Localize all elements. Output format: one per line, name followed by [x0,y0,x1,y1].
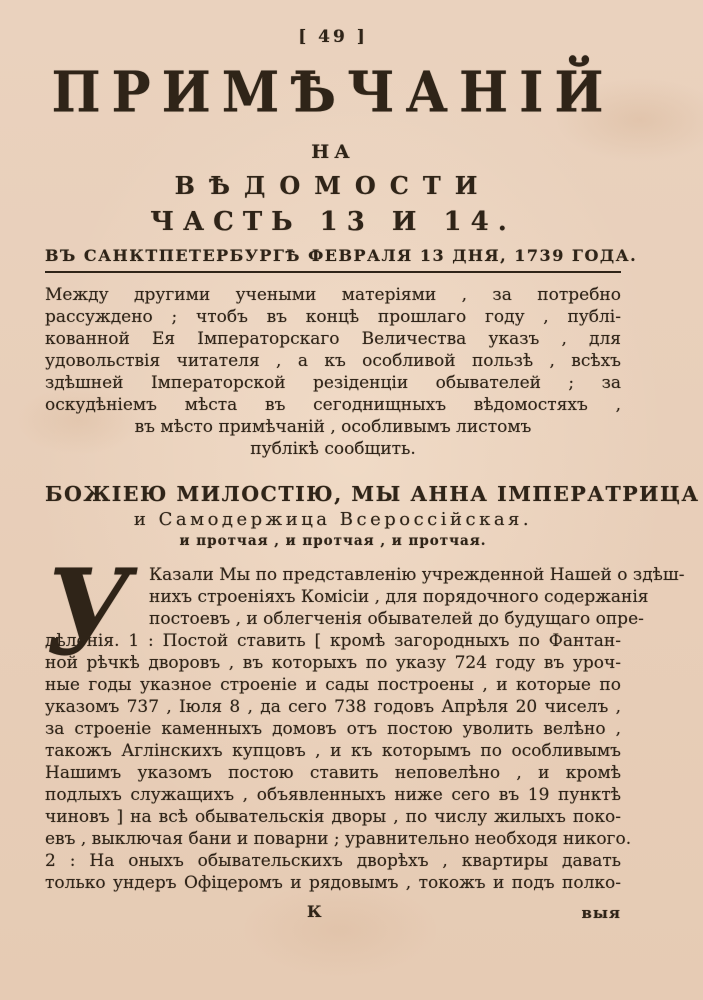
text-line: удовольствія читателя , а къ особливой пользѣ , всѣхъ [45,351,621,371]
text-line: постоевъ , и облегченія обывателей до будущаго опре- [149,609,644,629]
text-line: такожъ Аглінскихъ купцовъ , и къ которымъ по особливымъ [45,741,621,761]
text-line: здѣшней Імператорской резіденціи обывателей ; за [45,373,621,393]
proclamation-line: и Самодержица Всероссійская. [133,509,533,530]
imperial-proclamation [45,481,700,550]
signature-mark: К [307,902,322,921]
title-vedomosti: ВѢДОМОСТИ [174,171,492,200]
drop-cap-letter: У [45,543,132,682]
intro-paragraph [45,284,621,460]
page-number: [ 49 ] [298,27,368,47]
text-line: кованной Ея Імператорскаго Величества указъ , для [45,329,621,349]
title-na: НА [311,141,355,163]
text-line: ной рѣчкѣ дворовъ , въ которыхъ по указу 724 году въ уроч- [45,653,621,673]
text-line: 2 : На оныхъ обывательскихъ дворѣхъ , квартиры давать [45,851,621,871]
proclamation-line: и протчая , и протчая , и протчая. [179,533,487,549]
text-line: публікѣ сообщить. [250,439,416,459]
text-line: Между другими учеными матеріями , за потребно [45,285,621,305]
dateline: ВЪ САНКТПЕТЕРБУРГѢ ФЕВРАЛЯ 13 ДНЯ, 1739 ГОДА. [45,246,621,273]
text-line: нихъ строеніяхъ Комісіи , для порядочного содержанія [149,587,649,607]
text-line: евъ , выключая бани и поварни ; уравнительно необходя никого. [45,829,632,849]
text-line: подлыхъ служащихъ , объявленныхъ ниже сего въ 19 пунктѣ [45,785,621,805]
page-footer [45,902,621,926]
title-part-line: ЧАСТЬ 13 И 14. [150,207,516,237]
text-line: Нашимъ указомъ постою ставить неповелѣно , и кромѣ [45,763,621,783]
text-line: оскудѣніемъ мѣста въ сегоднищныхъ вѣдомостяхъ , [45,395,621,415]
text-line: Казали Мы по представленію учрежденной Нашей о здѣш- [149,565,685,585]
proclamation-line: БОЖІЕЮ МИЛОСТІЮ, МЫ АННА ІМПЕРАТРИЦА [45,482,700,506]
text-line: указомъ 737 , Іюля 8 , да сего 738 годовъ Апрѣля 20 чиселъ , [45,697,621,717]
page-title: ПРИМѢЧАНІЙ [51,59,615,126]
text-line: рассуждено ; чтобъ въ концѣ прошлаго году , публі- [45,307,621,327]
text-line: только ундеръ Офіцеромъ и рядовымъ , токожъ и подъ полко- [45,873,621,893]
text-line: дѣленія. 1 : Постой ставить [ кромѣ загородныхъ по Фантан- [45,631,621,651]
ukase-paragraph [45,543,685,894]
text-line: за строеніе каменныхъ домовъ отъ постою уволить велѣно , [45,719,621,739]
text-line: чиновъ ] на всѣ обывательскія дворы , по числу жилыхъ поко- [45,807,621,827]
text-line: ные годы указное строеніе и сады построены , и которые по [45,675,621,695]
text-column [45,0,700,926]
catchword: выя [581,904,621,922]
text-line: въ мѣсто примѣчаній , особливымъ листомъ [134,417,532,437]
